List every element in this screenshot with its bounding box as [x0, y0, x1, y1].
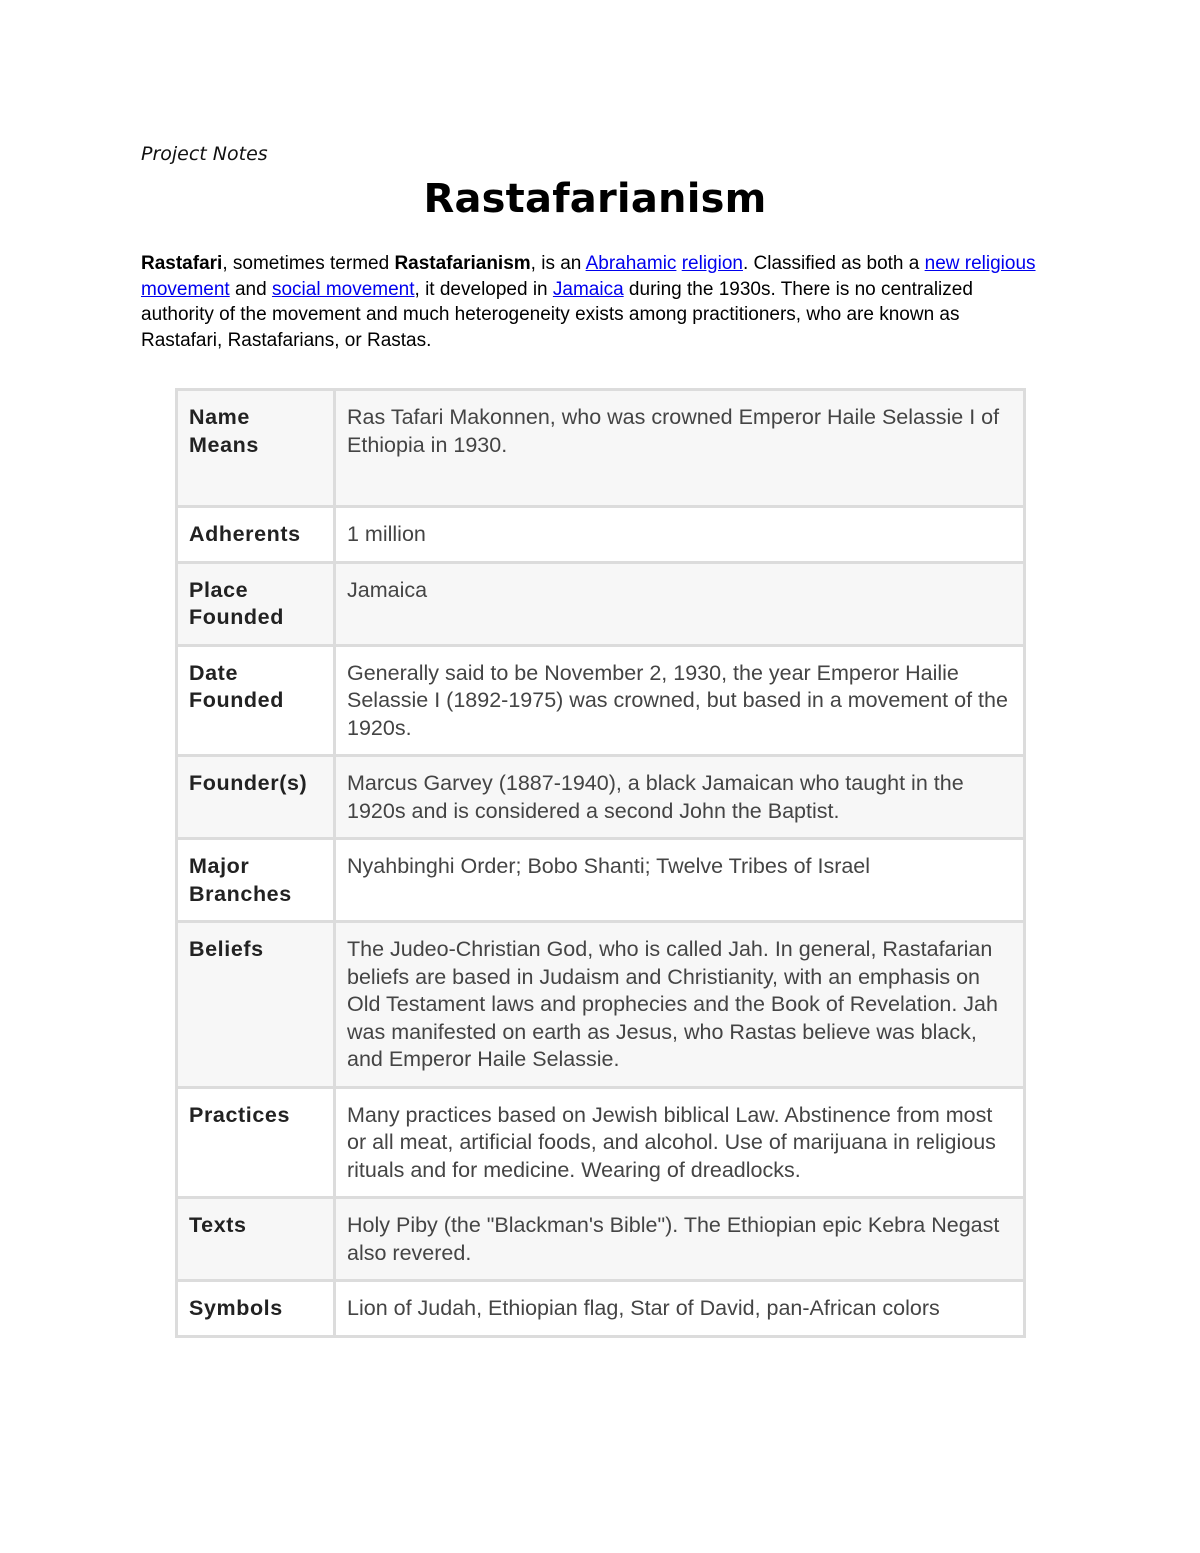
row-value: Lion of Judah, Ethiopian flag, Star of David, pan-African colors: [335, 1281, 1025, 1337]
document-title: Rastafarianism: [423, 176, 767, 222]
table-row: [177, 756, 1025, 839]
intro-text: during the 1930s. There is no centralized authority of the movement and much heterogeneity exists among practitioners, who are known as Rastafari, Rastafarians, or Rastas.: [141, 278, 973, 351]
intro-text: and: [229, 278, 272, 300]
table-row: [177, 1281, 1025, 1337]
row-key: Beliefs: [177, 922, 335, 1088]
row-key: Practices: [177, 1087, 335, 1198]
page-label: Project Notes: [141, 143, 268, 165]
row-key: Name Means: [177, 390, 335, 507]
row-value: Jamaica: [335, 562, 1025, 645]
row-value: Marcus Garvey (1887-1940), a black Jamaican who taught in the 1920s and is considered a second John the Baptist.: [335, 756, 1025, 839]
link-social-movement[interactable]: social movement: [271, 278, 415, 300]
row-key: Date Founded: [177, 645, 335, 756]
intro-text: , sometimes termed: [222, 253, 395, 274]
table-row: [177, 390, 1025, 507]
link-new-religious-movement[interactable]: new religious movement: [141, 253, 1036, 300]
row-value: Holy Piby (the "Blackman's Bible"). The Ethiopian epic Kebra Negast also revered.: [335, 1198, 1025, 1281]
row-key: Symbols: [177, 1281, 335, 1337]
row-key: Adherents: [177, 507, 335, 563]
link-religion[interactable]: religion: [681, 253, 743, 274]
row-key: Major Branches: [177, 839, 335, 922]
table-row: [177, 645, 1025, 756]
row-key: Place Founded: [177, 562, 335, 645]
row-key: Founder(s): [177, 756, 335, 839]
row-value: 1 million: [335, 507, 1025, 563]
table-row: [177, 839, 1025, 922]
link-abrahamic[interactable]: Abrahamic: [585, 253, 677, 274]
row-key: Texts: [177, 1198, 335, 1281]
row-value: Ras Tafari Makonnen, who was crowned Emperor Haile Selassie I of Ethiopia in 1930.: [335, 390, 1025, 507]
term-rastafari: Rastafari: [141, 253, 223, 274]
facts-table: [175, 388, 1026, 1338]
intro-paragraph: [141, 251, 1046, 353]
intro-text: , it developed in: [414, 278, 553, 300]
table-row: [177, 507, 1025, 563]
link-jamaica[interactable]: Jamaica: [552, 278, 624, 300]
row-value: Many practices based on Jewish biblical Law. Abstinence from most or all meat, artificial foods, and alcohol. Use of marijuana in religious rituals and for medicine. Wearing of dreadlocks.: [335, 1087, 1025, 1198]
term-rastafarianism: Rastafarianism: [394, 253, 531, 274]
row-value: The Judeo-Christian God, who is called Jah. In general, Rastafarian beliefs are based in Judaism and Christianity, with an emphasis on Old Testament laws and prophecies and the Book of Revelation. Jah was manifested on earth as Jesus, who Rastas believe was black, and Emperor Haile Selassie.: [335, 922, 1025, 1088]
table-row: [177, 1198, 1025, 1281]
intro-text: , is an: [530, 253, 586, 274]
row-value: Generally said to be November 2, 1930, the year Emperor Hailie Selassie I (1892-1975) was crowned, but based in a movement of the 1920s.: [335, 645, 1025, 756]
table-row: [177, 1087, 1025, 1198]
row-value: Nyahbinghi Order; Bobo Shanti; Twelve Tribes of Israel: [335, 839, 1025, 922]
table-row: [177, 922, 1025, 1088]
table-row: [177, 562, 1025, 645]
intro-text: . Classified as both a: [742, 253, 925, 274]
